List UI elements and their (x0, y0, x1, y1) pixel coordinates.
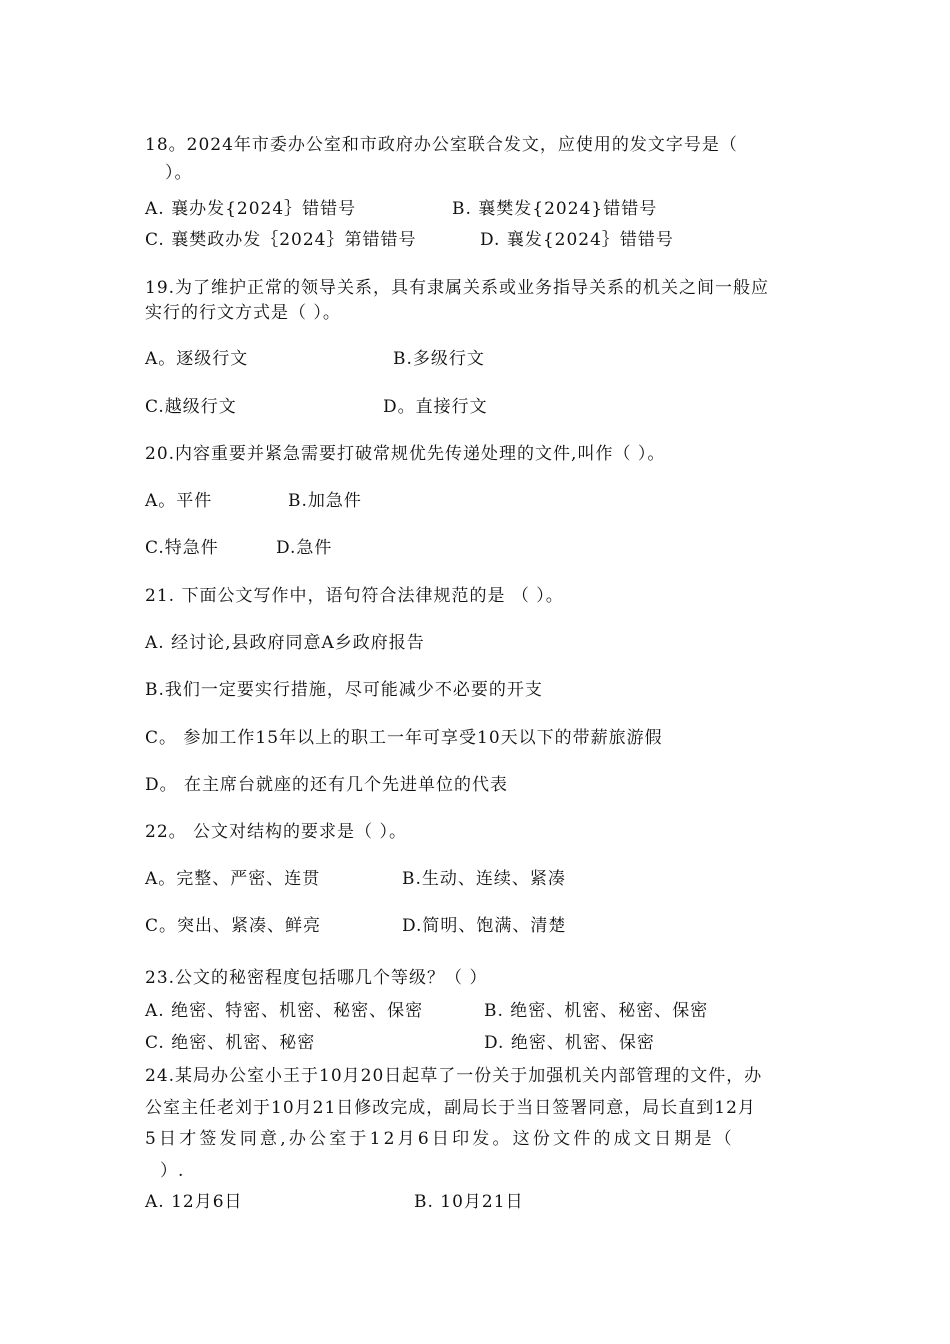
q19-option-b: B.多级行文 (393, 349, 485, 369)
q19-stem-line2: 实行的行文方式是（ ）。 (145, 303, 341, 323)
q20-stem: 20.内容重要并紧急需要打破常规优先传递处理的文件,叫作（ ）。 (145, 444, 666, 464)
q21-stem: 21. 下面公文写作中，语句符合法律规范的是 （ ）。 (145, 586, 564, 606)
q20-option-c: C.特急件 (145, 538, 219, 558)
q20-option-b: B.加急件 (288, 491, 362, 511)
q24-stem-line1: 24.某局办公室小王于10月20日起草了一份关于加强机关内部管理的文件，办 (145, 1066, 763, 1086)
q18-option-d: D. 襄发{2024｝错错号 (480, 230, 674, 250)
q19-option-c: C.越级行文 (145, 397, 237, 417)
q24-stem-line2: 公室主任老刘于10月21日修改完成，副局长于当日签署同意，局长直到12月 (145, 1098, 756, 1118)
q22-stem: 22。 公文对结构的要求是（ ）。 (145, 822, 407, 842)
q21-option-b: B.我们一定要实行措施，尽可能减少不必要的开支 (145, 680, 543, 700)
q21-option-d: D。 在主席台就座的还有几个先进单位的代表 (145, 775, 509, 795)
q21-option-c: C。 参加工作15年以上的职工一年可享受10天以下的带薪旅游假 (145, 728, 663, 748)
q23-option-b: B. 绝密、机密、秘密、保密 (484, 1001, 709, 1021)
q24-stem-line3: 5日才签发同意,办公室于12月6日印发。这份文件的成文日期是（ (145, 1129, 735, 1149)
q23-option-d: D. 绝密、机密、保密 (484, 1033, 655, 1053)
q20-option-d: D.急件 (276, 538, 333, 558)
q18-option-a: A. 襄办发{2024｝错错号 (145, 199, 357, 219)
q23-option-a: A. 绝密、特密、机密、秘密、保密 (145, 1001, 424, 1021)
q18-option-c: C. 襄樊政办发｛2024｝第错错号 (145, 230, 417, 250)
q22-option-c: C。突出、紧凑、鲜亮 (145, 916, 322, 936)
q20-option-a: A。平件 (145, 491, 213, 511)
q23-stem: 23.公文的秘密程度包括哪几个等级？（ ） (145, 968, 488, 988)
q19-stem-line1: 19.为了维护正常的领导关系，具有隶属关系或业务指导关系的机关之间一般应 (145, 278, 770, 298)
q19-option-d: D。直接行文 (383, 397, 488, 417)
q18-stem-line1: 18。2024年市委办公室和市政府办公室联合发文，应使用的发文字号是（ (145, 135, 738, 155)
q24-option-a: A. 12月6日 (145, 1192, 243, 1212)
q24-option-b: B. 10月21日 (414, 1192, 524, 1212)
q19-option-a: A。逐级行文 (145, 349, 249, 369)
q22-option-b: B.生动、连续、紧凑 (402, 869, 566, 889)
q23-option-c: C. 绝密、机密、秘密 (145, 1033, 316, 1053)
q22-option-a: A。完整、严密、连贯 (145, 869, 321, 889)
q21-option-a: A. 经讨论,县政府同意A乡政府报告 (145, 633, 425, 653)
q18-option-b: B. 襄樊发{2024}错错号 (452, 199, 658, 219)
q18-stem-line2: ）。 (165, 163, 193, 183)
q24-stem-line4: ）. (160, 1161, 185, 1181)
q22-option-d: D.简明、饱满、清楚 (402, 916, 567, 936)
